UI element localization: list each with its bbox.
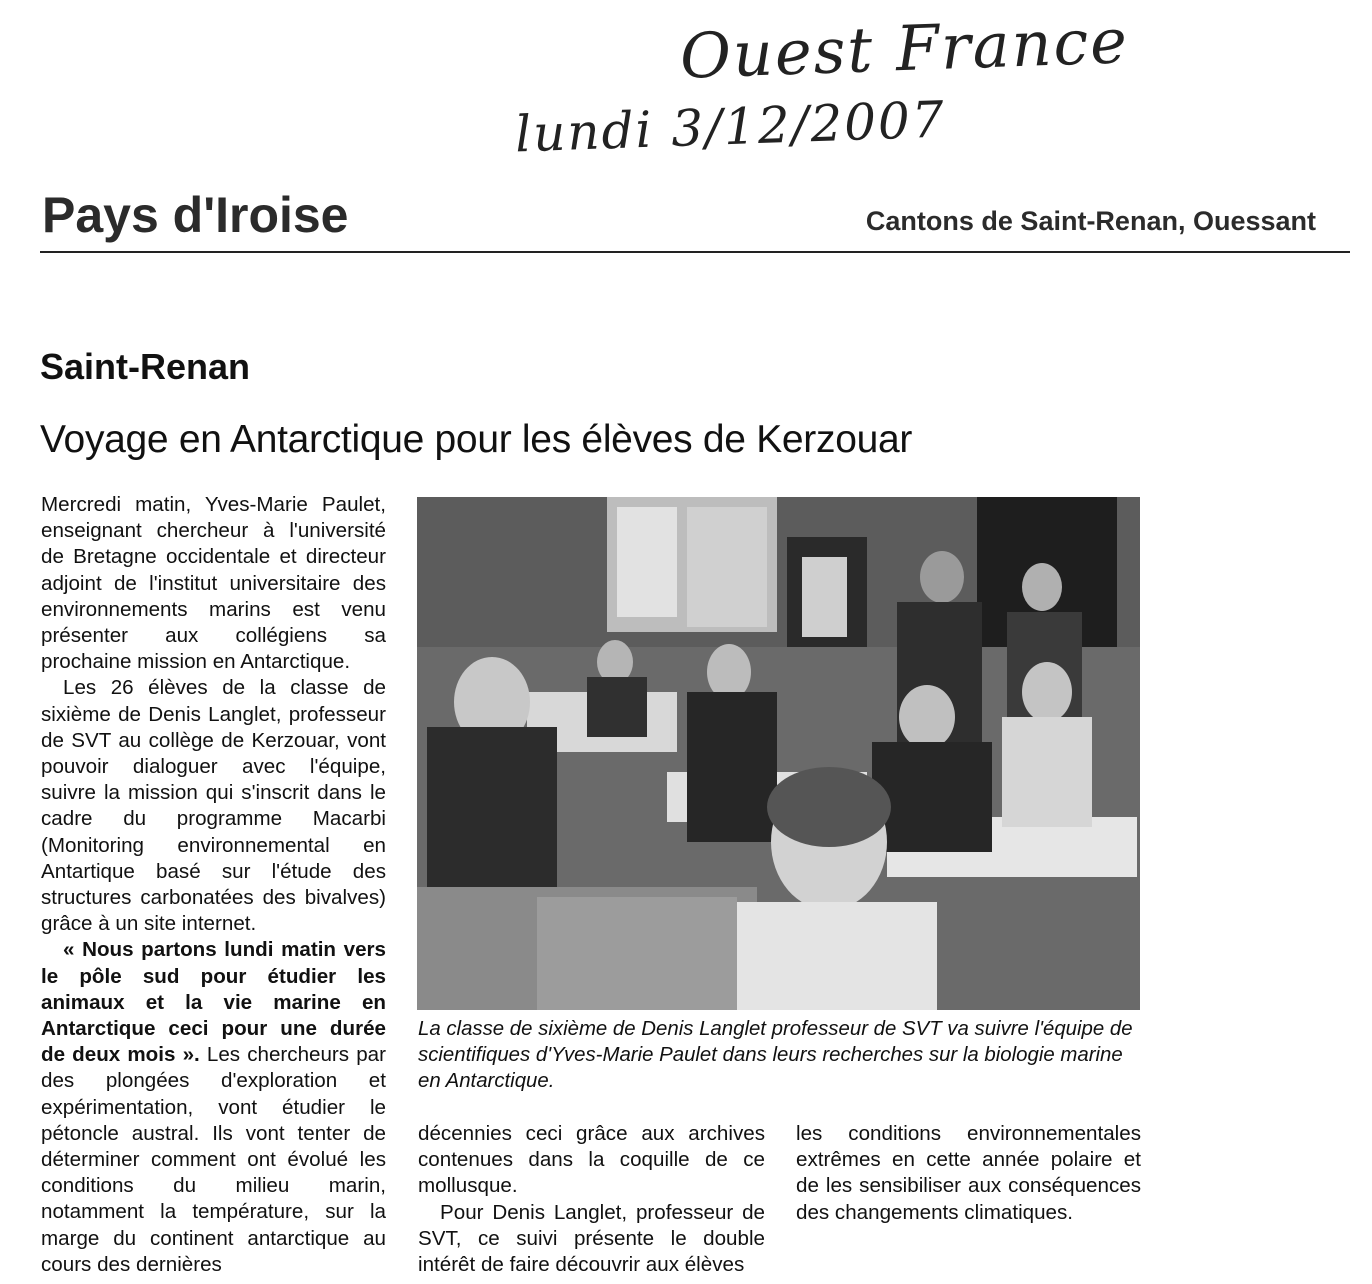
article-column-2 (418, 1121, 765, 1278)
handwritten-date: lundi 3/12/2007 (514, 90, 947, 164)
paragraph-text: Les chercheurs par des plongées d'exploration et expérimentation, vont étudier le pétoncle austral. Ils vont tenter de déterminer comment ont évolué les conditions du milieu marin, notamment la température, sur la marge du continent antarctique au cours des dernières (41, 1043, 386, 1276)
article-column-3 (796, 1121, 1141, 1226)
photo-caption: La classe de sixième de Denis Langlet professeur de SVT va suivre l'équipe de scientifiques d'Yves-Marie Paulet dans leurs recherches sur la biologie marine en Antarctique. (418, 1018, 1133, 1093)
paragraph (41, 937, 386, 1278)
paragraph: Mercredi matin, Yves-Marie Paulet, enseignant chercheur à l'université de Bretagne occidentale et directeur adjoint de l'institut universitaire des environnements marins est venu présenter aux collégiens sa prochaine mission en Antarctique. (41, 493, 386, 674)
town-heading: Saint-Renan (40, 346, 251, 387)
classroom-photo (417, 497, 1140, 1010)
paragraph: les conditions environnementales extrêmes en cette année polaire et de les sensibiliser aux conséquences des changements climatiques. (796, 1122, 1141, 1224)
cantons-subtitle: Cantons de Saint-Renan, Ouessant (865, 206, 1316, 236)
paragraph: décennies ceci grâce aux archives contenues dans la coquille de ce mollusque. (418, 1122, 765, 1198)
article-headline: Voyage en Antarctique pour les élèves de Kerzouar (40, 418, 913, 461)
section-title: Pays d'Iroise (42, 187, 349, 243)
article-column-1 (41, 492, 386, 1278)
handwritten-newspaper-name: Ouest France (678, 4, 1130, 93)
quote: « Nous partons lundi matin vers le pôle sud pour étudier les animaux et la vie marine en Antarctique ceci pour une durée de deux mois ». (41, 938, 386, 1067)
header-rule (40, 251, 1350, 253)
paragraph: Pour Denis Langlet, professeur de SVT, ce suivi présente le double intérêt de faire découvrir aux élèves (418, 1200, 765, 1277)
paragraph: Les 26 élèves de la classe de sixième de Denis Langlet, professeur de SVT au collège de Kerzouar, vont pouvoir dialoguer avec l'équipe, suivre la mission qui s'inscrit dans le cadre du programme Macarbi (Monitoring environnemental en Antartique basé sur l'étude des structures carbonatées des bivalves) grâce à un site internet. (41, 676, 386, 936)
